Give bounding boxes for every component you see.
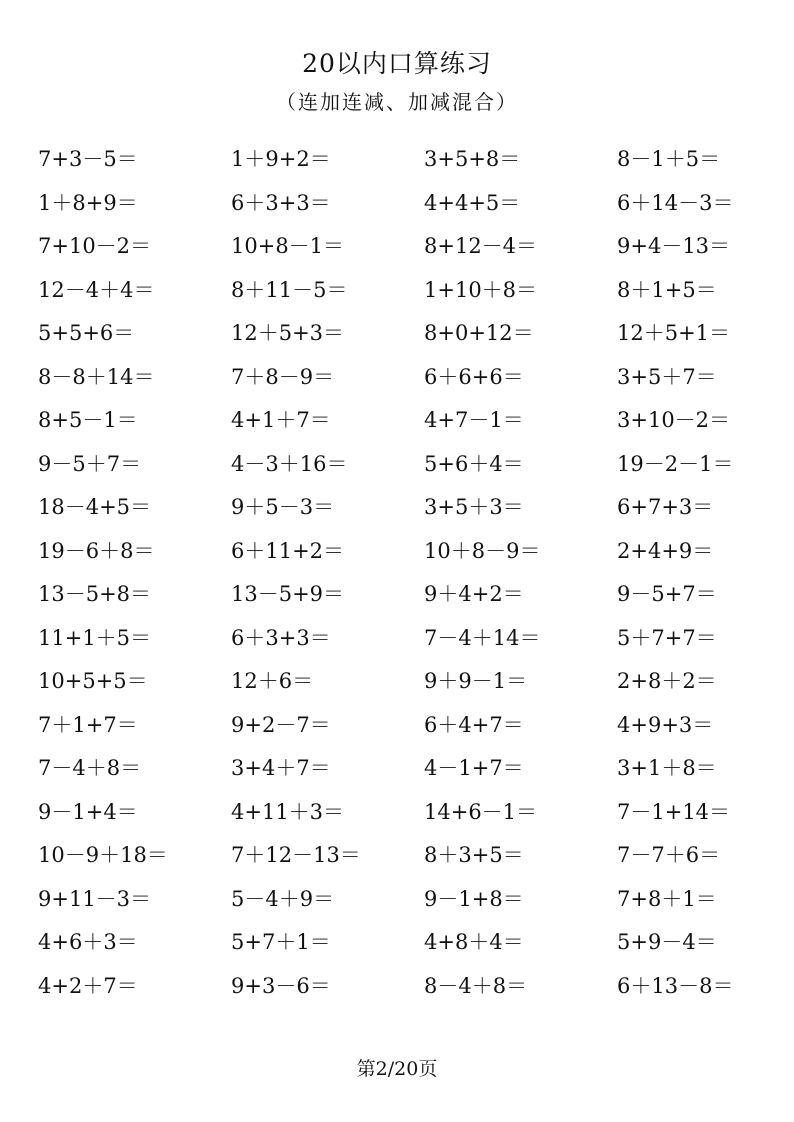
math-problem: 12＋6＝	[231, 669, 314, 693]
math-problem: 5＋7+7＝	[617, 625, 717, 650]
math-problem: 7－4＋8＝	[38, 756, 142, 780]
math-problem: 9＋9－1＝	[424, 669, 528, 693]
worksheet-title: 20以内口算练习	[302, 49, 492, 78]
math-problem: 12＋5+1＝	[617, 321, 731, 345]
math-problem: 7＋8－9＝	[231, 364, 335, 389]
math-problem: 8＋11－5＝	[231, 277, 348, 302]
math-problem: 3+5+8＝	[424, 147, 521, 171]
math-problem: 8+12－4＝	[424, 234, 538, 258]
math-problem: 6+7+3＝	[617, 495, 714, 519]
math-problem: 8+0+12＝	[424, 321, 534, 345]
math-problem: 6＋13－8＝	[617, 973, 734, 998]
math-problem: 4+4+5＝	[424, 190, 521, 215]
math-problem: 3+5＋3＝	[424, 495, 524, 519]
math-problem: 18－4+5＝	[38, 495, 152, 519]
math-problem: 8－1＋5＝	[617, 147, 721, 171]
math-problem: 13－5+9＝	[231, 582, 345, 606]
math-problem: 11+1＋5＝	[38, 625, 152, 650]
math-problem: 7+8＋1＝	[617, 886, 717, 911]
math-problem: 7－4＋14＝	[424, 625, 541, 650]
math-problem: 10+5+5＝	[38, 669, 148, 693]
problem-grid	[38, 144, 778, 1014]
math-problem: 4+11＋3＝	[231, 799, 345, 824]
math-problem: 9+3－6＝	[231, 973, 331, 998]
math-problem: 4+2＋7＝	[38, 973, 138, 998]
math-problem: 9+4－13＝	[617, 234, 731, 258]
math-problem: 8+5－1＝	[38, 408, 138, 432]
math-problem: 4+9+3＝	[617, 712, 714, 737]
math-problem: 9+11－3＝	[38, 886, 152, 911]
math-problem: 7＋12－13＝	[231, 843, 361, 867]
math-problem: 1+10＋8＝	[424, 277, 538, 302]
math-problem: 7－7＋6＝	[617, 843, 721, 867]
math-problem: 12＋5+3＝	[231, 321, 345, 345]
math-problem: 5－4＋9＝	[231, 886, 335, 911]
math-problem: 5+7＋1＝	[231, 930, 331, 954]
math-problem: 6＋3+3＝	[231, 190, 331, 215]
math-problem: 3+4＋7＝	[231, 756, 331, 780]
math-problem: 3+1＋8＝	[617, 756, 717, 780]
math-problem: 4+8＋4＝	[424, 930, 524, 954]
math-problem: 9－1+4＝	[38, 799, 138, 824]
math-problem: 6＋4+7＝	[424, 712, 524, 737]
math-problem: 19－6＋8＝	[38, 538, 155, 563]
math-problem: 6＋3+3＝	[231, 625, 331, 650]
math-problem: 8－8＋14＝	[38, 364, 155, 389]
math-problem: 6＋14－3＝	[617, 190, 734, 215]
math-problem: 12－4＋4＝	[38, 277, 155, 302]
math-problem: 1＋9+2＝	[231, 147, 331, 171]
math-problem: 2+8＋2＝	[617, 669, 717, 693]
math-problem: 7+10－2＝	[38, 234, 152, 258]
math-problem: 4－1+7＝	[424, 756, 524, 780]
math-problem: 3+5＋7＝	[617, 364, 717, 389]
math-problem: 5+9－4＝	[617, 930, 717, 954]
math-problem: 9＋5－3＝	[231, 495, 335, 519]
math-problem: 9＋4+2＝	[424, 582, 524, 606]
math-problem: 8＋3+5＝	[424, 843, 524, 867]
math-problem: 9－1+8＝	[424, 886, 524, 911]
math-problem: 10+8－1＝	[231, 234, 345, 258]
math-problem: 13－5+8＝	[38, 582, 152, 606]
math-problem: 5+5+6＝	[38, 321, 135, 345]
math-problem: 7－1+14＝	[617, 799, 731, 824]
math-problem: 6＋6+6＝	[424, 364, 524, 389]
math-problem: 1＋8+9＝	[38, 190, 138, 215]
math-problem: 8＋1+5＝	[617, 277, 717, 302]
math-problem: 9－5＋7＝	[38, 451, 142, 476]
math-problem: 9+2－7＝	[231, 712, 331, 737]
math-problem: 10－9＋18＝	[38, 843, 168, 867]
worksheet-subtitle: （连加连减、加减混合）	[276, 90, 518, 114]
page-number: 第2/20页	[356, 1058, 438, 1080]
math-problem: 4+1＋7＝	[231, 408, 331, 432]
math-problem: 6＋11+2＝	[231, 538, 345, 563]
math-problem: 8－4＋8＝	[424, 973, 528, 998]
math-problem: 4+6＋3＝	[38, 930, 138, 954]
math-problem: 14+6－1＝	[424, 799, 538, 824]
math-problem: 7+3－5＝	[38, 147, 138, 171]
math-problem: 4－3＋16＝	[231, 451, 348, 476]
math-problem: 3+10－2＝	[617, 408, 731, 432]
math-problem: 2+4+9＝	[617, 538, 714, 563]
math-problem: 10＋8－9＝	[424, 538, 541, 563]
math-problem: 9－5+7＝	[617, 582, 717, 606]
math-problem: 5+6＋4＝	[424, 451, 524, 476]
math-problem: 19－2－1＝	[617, 451, 734, 476]
math-problem: 4+7－1＝	[424, 408, 524, 432]
math-problem: 7＋1+7＝	[38, 712, 138, 737]
